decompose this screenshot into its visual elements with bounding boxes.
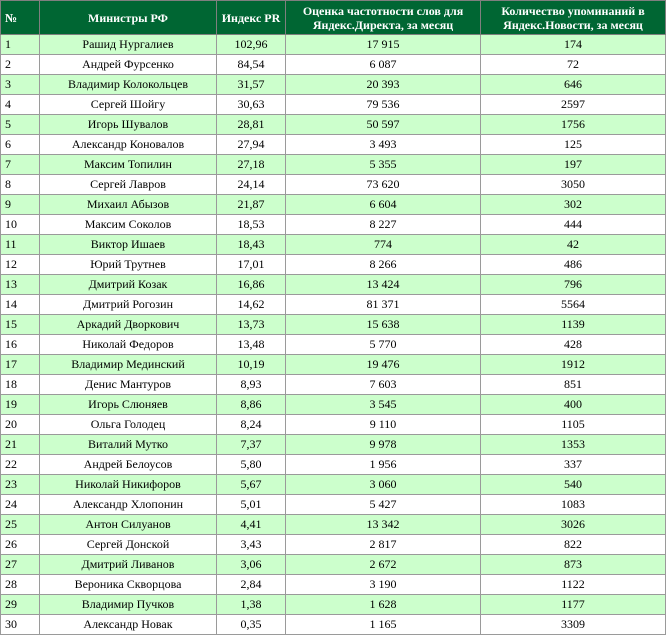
pr-index-value: 18,53 [217, 215, 286, 235]
table-row [1, 475, 666, 495]
column-header-yandex-news-mentions: Количество упоминаний в Яндекс.Новости, за месяц [481, 1, 666, 35]
row-number: 8 [1, 175, 40, 195]
row-number: 6 [1, 135, 40, 155]
yandex-direct-frequency-value: 3 190 [286, 575, 481, 595]
row-number: 11 [1, 235, 40, 255]
yandex-news-mentions-value: 2597 [481, 95, 666, 115]
yandex-news-mentions-value: 174 [481, 35, 666, 55]
pr-index-value: 3,06 [217, 555, 286, 575]
minister-name: Владимир Мединский [40, 355, 217, 375]
minister-name: Михаил Абызов [40, 195, 217, 215]
yandex-direct-frequency-value: 6 604 [286, 195, 481, 215]
pr-index-value: 30,63 [217, 95, 286, 115]
pr-index-value: 2,84 [217, 575, 286, 595]
pr-index-value: 10,19 [217, 355, 286, 375]
row-number: 4 [1, 95, 40, 115]
table-row [1, 455, 666, 475]
minister-name: Сергей Донской [40, 535, 217, 555]
table-row [1, 515, 666, 535]
minister-name: Дмитрий Рогозин [40, 295, 217, 315]
yandex-news-mentions-value: 1177 [481, 595, 666, 615]
row-number: 19 [1, 395, 40, 415]
pr-index-value: 5,01 [217, 495, 286, 515]
table-header-row [1, 1, 666, 35]
yandex-news-mentions-value: 1912 [481, 355, 666, 375]
row-number: 12 [1, 255, 40, 275]
yandex-direct-frequency-value: 81 371 [286, 295, 481, 315]
row-number: 17 [1, 355, 40, 375]
minister-name: Юрий Трутнев [40, 255, 217, 275]
yandex-news-mentions-value: 3309 [481, 615, 666, 635]
yandex-direct-frequency-value: 73 620 [286, 175, 481, 195]
pr-index-value: 1,38 [217, 595, 286, 615]
table-row [1, 95, 666, 115]
table-row [1, 375, 666, 395]
yandex-news-mentions-value: 444 [481, 215, 666, 235]
row-number: 10 [1, 215, 40, 235]
row-number: 5 [1, 115, 40, 135]
table-row [1, 295, 666, 315]
yandex-news-mentions-value: 42 [481, 235, 666, 255]
pr-index-value: 5,67 [217, 475, 286, 495]
row-number: 29 [1, 595, 40, 615]
row-number: 15 [1, 315, 40, 335]
pr-index-value: 27,94 [217, 135, 286, 155]
table-row [1, 75, 666, 95]
minister-name: Игорь Слюняев [40, 395, 217, 415]
pr-index-value: 16,86 [217, 275, 286, 295]
yandex-news-mentions-value: 1756 [481, 115, 666, 135]
yandex-news-mentions-value: 1083 [481, 495, 666, 515]
table-row [1, 275, 666, 295]
table-row [1, 575, 666, 595]
yandex-news-mentions-value: 197 [481, 155, 666, 175]
pr-index-value: 0,35 [217, 615, 286, 635]
row-number: 27 [1, 555, 40, 575]
table-body [1, 35, 666, 635]
table-row [1, 335, 666, 355]
table-row [1, 435, 666, 455]
yandex-direct-frequency-value: 5 770 [286, 335, 481, 355]
yandex-direct-frequency-value: 7 603 [286, 375, 481, 395]
pr-index-value: 28,81 [217, 115, 286, 135]
minister-name: Александр Хлопонин [40, 495, 217, 515]
yandex-news-mentions-value: 851 [481, 375, 666, 395]
yandex-news-mentions-value: 337 [481, 455, 666, 475]
table-row [1, 595, 666, 615]
table-row [1, 315, 666, 335]
yandex-direct-frequency-value: 2 817 [286, 535, 481, 555]
row-number: 13 [1, 275, 40, 295]
pr-index-value: 3,43 [217, 535, 286, 555]
table-row [1, 135, 666, 155]
pr-index-value: 4,41 [217, 515, 286, 535]
yandex-news-mentions-value: 1139 [481, 315, 666, 335]
row-number: 22 [1, 455, 40, 475]
table-row [1, 555, 666, 575]
yandex-news-mentions-value: 5564 [481, 295, 666, 315]
minister-name: Максим Топилин [40, 155, 217, 175]
minister-name: Ольга Голодец [40, 415, 217, 435]
yandex-news-mentions-value: 428 [481, 335, 666, 355]
minister-name: Дмитрий Ливанов [40, 555, 217, 575]
yandex-direct-frequency-value: 774 [286, 235, 481, 255]
table-row [1, 195, 666, 215]
row-number: 16 [1, 335, 40, 355]
yandex-news-mentions-value: 486 [481, 255, 666, 275]
minister-name: Дмитрий Козак [40, 275, 217, 295]
row-number: 28 [1, 575, 40, 595]
minister-name: Антон Силуанов [40, 515, 217, 535]
minister-name: Владимир Пучков [40, 595, 217, 615]
row-number: 26 [1, 535, 40, 555]
yandex-direct-frequency-value: 9 978 [286, 435, 481, 455]
pr-index-value: 14,62 [217, 295, 286, 315]
pr-index-value: 8,24 [217, 415, 286, 435]
yandex-direct-frequency-value: 1 628 [286, 595, 481, 615]
row-number: 23 [1, 475, 40, 495]
yandex-news-mentions-value: 822 [481, 535, 666, 555]
pr-index-value: 13,73 [217, 315, 286, 335]
row-number: 18 [1, 375, 40, 395]
pr-index-value: 17,01 [217, 255, 286, 275]
yandex-news-mentions-value: 72 [481, 55, 666, 75]
row-number: 24 [1, 495, 40, 515]
yandex-news-mentions-value: 3050 [481, 175, 666, 195]
pr-index-value: 18,43 [217, 235, 286, 255]
table-row [1, 255, 666, 275]
yandex-news-mentions-value: 400 [481, 395, 666, 415]
yandex-news-mentions-value: 125 [481, 135, 666, 155]
table-row [1, 155, 666, 175]
yandex-news-mentions-value: 1353 [481, 435, 666, 455]
table-row [1, 115, 666, 135]
yandex-direct-frequency-value: 19 476 [286, 355, 481, 375]
minister-name: Игорь Шувалов [40, 115, 217, 135]
yandex-news-mentions-value: 1122 [481, 575, 666, 595]
minister-name: Виктор Ишаев [40, 235, 217, 255]
minister-name: Виталий Мутко [40, 435, 217, 455]
yandex-direct-frequency-value: 13 424 [286, 275, 481, 295]
yandex-direct-frequency-value: 8 266 [286, 255, 481, 275]
minister-name: Николай Никифоров [40, 475, 217, 495]
pr-index-value: 7,37 [217, 435, 286, 455]
yandex-news-mentions-value: 3026 [481, 515, 666, 535]
yandex-direct-frequency-value: 13 342 [286, 515, 481, 535]
table-row [1, 355, 666, 375]
pr-index-value: 13,48 [217, 335, 286, 355]
pr-index-value: 102,96 [217, 35, 286, 55]
column-header-number: № [1, 1, 40, 35]
table-row [1, 235, 666, 255]
minister-name: Александр Новак [40, 615, 217, 635]
row-number: 21 [1, 435, 40, 455]
row-number: 9 [1, 195, 40, 215]
yandex-news-mentions-value: 302 [481, 195, 666, 215]
row-number: 1 [1, 35, 40, 55]
yandex-direct-frequency-value: 1 956 [286, 455, 481, 475]
column-header-minister: Министры РФ [40, 1, 217, 35]
yandex-direct-frequency-value: 5 355 [286, 155, 481, 175]
minister-name: Андрей Белоусов [40, 455, 217, 475]
yandex-news-mentions-value: 1105 [481, 415, 666, 435]
yandex-direct-frequency-value: 20 393 [286, 75, 481, 95]
table-row [1, 495, 666, 515]
yandex-direct-frequency-value: 50 597 [286, 115, 481, 135]
yandex-direct-frequency-value: 3 545 [286, 395, 481, 415]
pr-index-value: 31,57 [217, 75, 286, 95]
minister-name: Владимир Колокольцев [40, 75, 217, 95]
table-row [1, 55, 666, 75]
minister-name: Вероника Скворцова [40, 575, 217, 595]
row-number: 2 [1, 55, 40, 75]
table-row [1, 535, 666, 555]
table-row [1, 615, 666, 635]
table-row [1, 415, 666, 435]
row-number: 30 [1, 615, 40, 635]
yandex-news-mentions-value: 646 [481, 75, 666, 95]
yandex-direct-frequency-value: 17 915 [286, 35, 481, 55]
table-row [1, 175, 666, 195]
row-number: 25 [1, 515, 40, 535]
minister-name: Андрей Фурсенко [40, 55, 217, 75]
table-row [1, 395, 666, 415]
row-number: 20 [1, 415, 40, 435]
minister-name: Александр Коновалов [40, 135, 217, 155]
yandex-news-mentions-value: 873 [481, 555, 666, 575]
minister-name: Аркадий Дворкович [40, 315, 217, 335]
pr-index-value: 27,18 [217, 155, 286, 175]
yandex-direct-frequency-value: 8 227 [286, 215, 481, 235]
yandex-direct-frequency-value: 15 638 [286, 315, 481, 335]
row-number: 14 [1, 295, 40, 315]
pr-index-value: 24,14 [217, 175, 286, 195]
pr-index-value: 8,86 [217, 395, 286, 415]
yandex-news-mentions-value: 540 [481, 475, 666, 495]
minister-name: Николай Федоров [40, 335, 217, 355]
row-number: 7 [1, 155, 40, 175]
yandex-direct-frequency-value: 9 110 [286, 415, 481, 435]
pr-index-value: 84,54 [217, 55, 286, 75]
row-number: 3 [1, 75, 40, 95]
minister-name: Сергей Шойгу [40, 95, 217, 115]
yandex-direct-frequency-value: 5 427 [286, 495, 481, 515]
yandex-direct-frequency-value: 79 536 [286, 95, 481, 115]
pr-index-value: 21,87 [217, 195, 286, 215]
yandex-direct-frequency-value: 2 672 [286, 555, 481, 575]
column-header-yandex-direct-frequency: Оценка частотности слов для Яндекс.Директа, за месяц [286, 1, 481, 35]
column-header-pr-index: Индекс PR [217, 1, 286, 35]
yandex-news-mentions-value: 796 [481, 275, 666, 295]
yandex-direct-frequency-value: 3 493 [286, 135, 481, 155]
table-row [1, 215, 666, 235]
yandex-direct-frequency-value: 1 165 [286, 615, 481, 635]
table-row [1, 35, 666, 55]
minister-name: Сергей Лавров [40, 175, 217, 195]
minister-name: Максим Соколов [40, 215, 217, 235]
pr-index-value: 8,93 [217, 375, 286, 395]
minister-name: Рашид Нургалиев [40, 35, 217, 55]
yandex-direct-frequency-value: 3 060 [286, 475, 481, 495]
yandex-direct-frequency-value: 6 087 [286, 55, 481, 75]
minister-name: Денис Мантуров [40, 375, 217, 395]
pr-index-value: 5,80 [217, 455, 286, 475]
